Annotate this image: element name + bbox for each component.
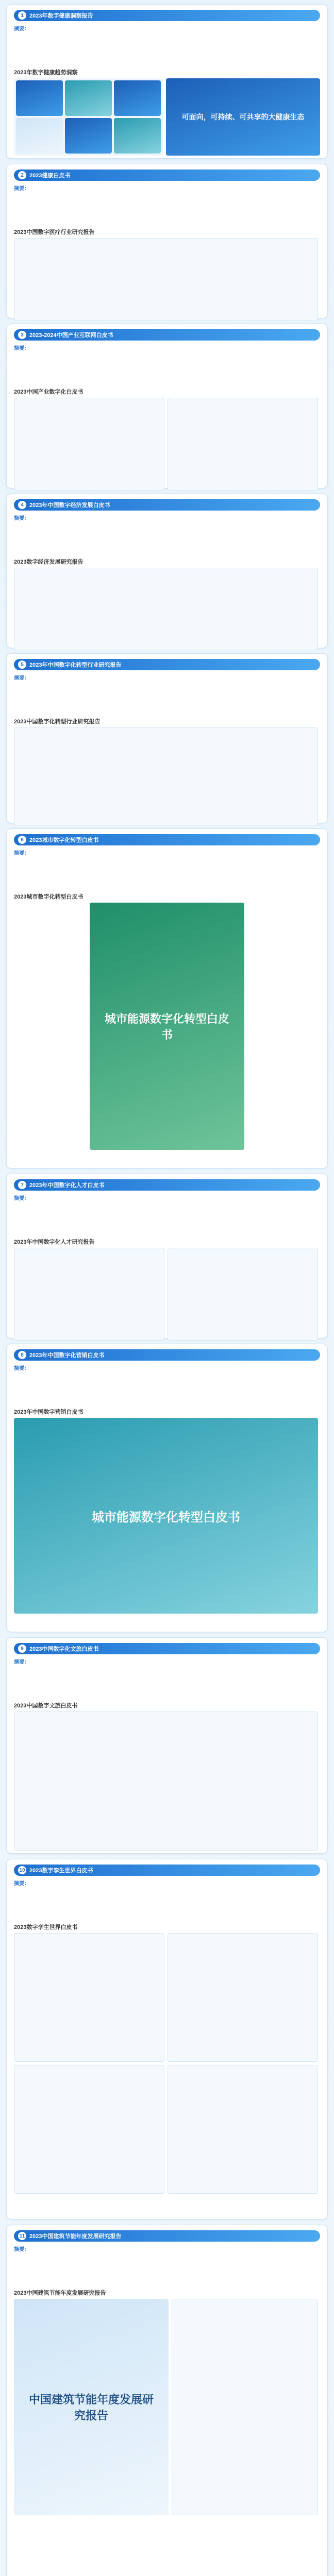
card-title-bar[interactable] (14, 10, 320, 21)
card-title: 2023中国建筑节能年度发展研究报告 (29, 2233, 122, 2240)
report-cover: 可面向，可持续、可共享的大健康生态 (166, 78, 320, 156)
section-caption: 2023中国产业数字化白皮书 (14, 389, 84, 395)
card-title: 2023年中国数字化转型行业研究报告 (29, 662, 122, 668)
section-caption: 2023年中国数字营销白皮书 (14, 1409, 84, 1415)
abstract-label: 摘要： (14, 346, 29, 351)
thumbnail-row (14, 78, 320, 156)
report-card (6, 164, 328, 318)
card-title: 2023-2024中国产业互联网白皮书 (29, 332, 113, 338)
abstract-label: 摘要： (14, 1196, 29, 1201)
abstract-label: 摘要： (14, 186, 29, 192)
report-card (6, 4, 328, 159)
section-caption: 2023年中国数字化人才研究报告 (14, 1239, 95, 1245)
abstract-text (14, 2253, 320, 2285)
card-title-bar[interactable] (14, 499, 320, 511)
report-card (6, 828, 328, 1168)
thumbnail-cell (16, 80, 63, 116)
report-page-preview (14, 1248, 164, 1341)
abstract-text (14, 33, 320, 65)
report-card (6, 2225, 328, 2576)
report-card (6, 1637, 328, 1854)
thumbnail-cell (114, 118, 161, 154)
abstract-text (14, 1666, 320, 1698)
card-number: 5 (18, 660, 26, 669)
card-title-bar[interactable] (14, 1349, 320, 1361)
abstract-text (14, 857, 320, 889)
thumbnail-row (14, 1418, 320, 1614)
card-title-bar[interactable] (14, 2230, 320, 2242)
abstract-label: 摘要： (14, 516, 29, 521)
card-title: 2023数字孪生世界白皮书 (29, 1868, 93, 1874)
abstract-label: 摘要： (14, 1366, 29, 1371)
card-number: 6 (18, 836, 26, 844)
thumbnail-row (14, 727, 320, 825)
abstract-label: 摘要： (14, 675, 29, 681)
thumbnail-cell (114, 80, 161, 116)
report-cover: 中国建筑节能年度发展研究报告 (14, 2299, 169, 2515)
thumbnail-cell (65, 80, 112, 116)
card-title-bar[interactable] (14, 329, 320, 341)
section-caption: 2023数字孪生世界白皮书 (14, 1924, 78, 1930)
section-caption: 2023中国建筑节能年度发展研究报告 (14, 2290, 106, 2296)
card-title-bar[interactable] (14, 1179, 320, 1191)
abstract-label: 摘要： (14, 1659, 29, 1665)
thumbnail-row (14, 1248, 320, 1341)
card-number: 3 (18, 331, 26, 339)
card-title: 2023中国数字化文旅白皮书 (29, 1646, 99, 1652)
section-caption: 2023中国数字医疗行业研究报告 (14, 229, 95, 235)
thumbnail-row (14, 568, 320, 650)
abstract-label: 摘要： (14, 1881, 29, 1887)
report-page-preview (168, 2065, 318, 2194)
report-page-preview (14, 727, 318, 825)
thumbnail-cell (16, 118, 63, 154)
report-page-preview (14, 568, 318, 650)
section-caption: 2023年数字健康趋势洞察 (14, 70, 78, 76)
thumbnail-row (14, 398, 320, 490)
abstract-label: 摘要： (14, 26, 29, 32)
report-card (6, 1859, 328, 2219)
abstract-label: 摘要： (14, 851, 29, 856)
report-card (6, 494, 328, 648)
report-page-preview (168, 1248, 318, 1341)
card-title: 2023年中国数字化营销白皮书 (29, 1352, 105, 1359)
report-page-preview (14, 2065, 164, 2194)
card-title: 2023健康白皮书 (29, 173, 71, 179)
report-page-preview (14, 1711, 318, 1851)
abstract-text (14, 1372, 320, 1404)
report-card (6, 1344, 328, 1632)
report-page-preview (172, 2299, 318, 2515)
card-number: 7 (18, 1181, 26, 1189)
report-card (6, 653, 328, 823)
abstract-text (14, 522, 320, 554)
section-caption: 2023城市数字化转型白皮书 (14, 894, 84, 900)
card-number: 11 (18, 2232, 26, 2240)
report-page-preview (14, 1933, 164, 2062)
report-cover: 城市能源数字化转型白皮书 (14, 1418, 318, 1614)
section-caption: 2023中国数字化转型行业研究报告 (14, 719, 101, 725)
card-title-bar[interactable] (14, 1643, 320, 1654)
card-title: 2023年数字健康洞察报告 (29, 13, 93, 19)
card-title-bar[interactable] (14, 1865, 320, 1876)
card-number: 9 (18, 1645, 26, 1653)
report-cover: 城市能源数字化转型白皮书 (90, 903, 244, 1150)
report-page-preview (14, 238, 318, 320)
report-page-preview (168, 398, 318, 490)
thumbnail-grid (14, 78, 163, 156)
card-title-bar[interactable] (14, 170, 320, 181)
abstract-text (14, 1202, 320, 1234)
report-card (6, 1174, 328, 1338)
card-number: 8 (18, 1351, 26, 1359)
section-caption: 2023中国数字文旅白皮书 (14, 1703, 78, 1709)
thumbnail-cell (65, 118, 112, 154)
abstract-text (14, 352, 320, 384)
card-title-bar[interactable] (14, 659, 320, 670)
abstract-text (14, 193, 320, 225)
card-number: 4 (18, 501, 26, 509)
card-title: 2023城市数字化转型白皮书 (29, 837, 99, 843)
report-card (6, 324, 328, 488)
section-caption: 2023数字经济发展研究报告 (14, 559, 84, 565)
thumbnail-row (14, 1933, 320, 2194)
card-title: 2023年中国数字经济发展白皮书 (29, 502, 110, 509)
card-title-bar[interactable] (14, 834, 320, 845)
abstract-text (14, 682, 320, 714)
card-number: 10 (18, 1866, 26, 1874)
thumbnail-row (14, 1711, 320, 1851)
card-number: 1 (18, 11, 26, 20)
abstract-label: 摘要： (14, 2247, 29, 2252)
report-page-preview (14, 398, 164, 490)
thumbnail-row (14, 2299, 320, 2515)
thumbnail-row (14, 238, 320, 320)
report-page-preview (168, 1933, 318, 2062)
card-title: 2023年中国数字化人才白皮书 (29, 1182, 105, 1189)
abstract-text (14, 1888, 320, 1920)
card-number: 2 (18, 171, 26, 179)
